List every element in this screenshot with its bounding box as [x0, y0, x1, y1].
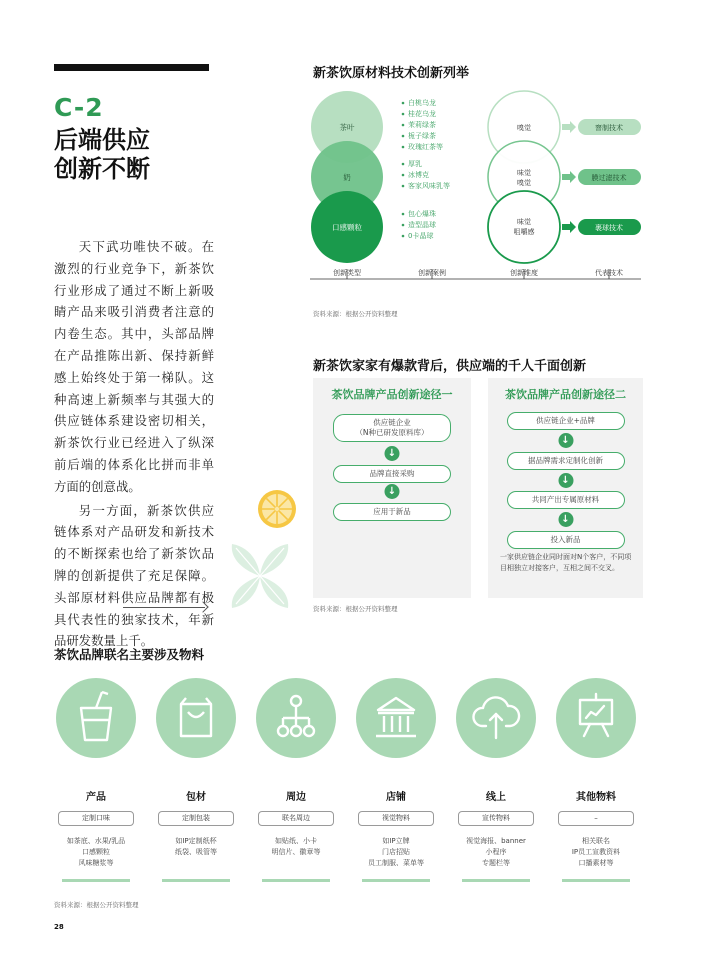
- innovation-path-2-panel: [488, 378, 643, 598]
- dimension-label: 味觉: [517, 218, 531, 226]
- category-box: 联名周边: [258, 811, 334, 826]
- axis-label: 创新案例: [418, 269, 446, 277]
- hierarchy-icon: [256, 678, 336, 758]
- paragraph-2: 另一方面，新茶饮供应链体系对产品研发和新技术的不断探索也给了新茶饮品牌的创新提供了充足保障。头部原材料供应品牌都有极具代表性的独家技术，年新品研发数量上千。: [54, 502, 214, 649]
- chart2-title: 新茶饮家家有爆款背后，供应端的千人千面创新: [313, 359, 587, 374]
- cloud-upload-icon: [456, 678, 536, 758]
- dimension-label: 嗅觉: [517, 179, 531, 187]
- down-arrow-icon: [558, 433, 573, 448]
- path2-title: 茶饮品牌产品创新途径二: [505, 388, 626, 401]
- path1-title: 茶饮品牌产品创新途径一: [331, 388, 453, 401]
- category-bar: [462, 879, 530, 882]
- case-item: 0卡晶球: [408, 232, 434, 240]
- category-circle: [356, 678, 436, 758]
- case-item: 玫瑰红茶等: [408, 143, 443, 151]
- down-arrow-icon: [385, 446, 400, 461]
- case-item: 茉莉绿茶: [408, 121, 436, 129]
- store-building-icon: [356, 678, 436, 758]
- case-item: 客家风味乳等: [408, 182, 450, 190]
- tech-label: 裹球技术: [595, 224, 623, 232]
- category-circle: [156, 678, 236, 758]
- category-box: 宣传物料: [458, 811, 534, 826]
- category-box: –: [558, 811, 634, 826]
- section-title-line2: 创新不断: [54, 155, 150, 183]
- shopping-bag-icon: [156, 678, 236, 758]
- tech-label: 膜过滤技术: [591, 174, 627, 182]
- category-desc: 相关联名 IP员工宣教资料 口播素材等: [571, 837, 621, 867]
- case-item: 包心爆珠: [408, 210, 436, 218]
- case-item: 栀子绿茶: [408, 132, 436, 140]
- category-desc: 如IP定制纸杯 纸袋、吸管等: [175, 837, 217, 856]
- section-title-line1: 后端供应: [54, 126, 150, 154]
- path2-note: 一家供应链企业同时面对N个客户，不同项目相独立对接客户，互相之间不交叉。: [500, 553, 632, 572]
- type-label-milk: 奶: [343, 173, 351, 182]
- top-rule: [54, 64, 209, 71]
- category-box: 定制口味: [58, 811, 134, 826]
- category-circle: [56, 678, 136, 758]
- category-bar: [62, 879, 130, 882]
- path2-step-2: 据品牌需求定制化创新: [507, 452, 625, 470]
- dimension-label: 味觉: [517, 169, 531, 177]
- path2-step-4: 投入新品: [507, 531, 625, 549]
- case-item: 桂花乌龙: [408, 110, 436, 118]
- lemon-slice-icon: [256, 488, 298, 530]
- innovation-path-1-panel: [313, 378, 471, 598]
- category-bar: [262, 879, 330, 882]
- category-circle: [556, 678, 636, 758]
- category-label: 周边: [286, 792, 306, 803]
- path2-step-3: 共同产出专属原材料: [507, 491, 625, 509]
- category-box: 定制包装: [158, 811, 234, 826]
- chart1-source: 资料来源：根据公开资料整理: [313, 310, 398, 318]
- category-desc: 如IP立牌 门店招贴 员工制服、菜单等: [368, 837, 424, 867]
- dimension-circle-3: [488, 191, 560, 263]
- case-item: 厚乳: [408, 160, 422, 168]
- dimension-label: 嗅觉: [517, 124, 531, 132]
- category-desc: 视觉海报、banner 小程序 专题栏等: [466, 837, 526, 867]
- section3-title: 茶饮品牌联名主要涉及物料: [54, 647, 205, 662]
- category-label: 店铺: [386, 792, 406, 803]
- category-label: 包材: [186, 792, 206, 803]
- category-desc: 如贴纸、小卡 明信片、徽章等: [271, 837, 321, 856]
- chart1-title: 新茶饮原材料技术创新列举: [313, 66, 470, 81]
- paragraph-1: 天下武功唯快不破。在激烈的行业竞争下，新茶饮行业形成了通过不断上新吸睛产品来吸引消费者注意的内卷生态。其中，头部品牌在产品推陈出新、保持新鲜感上始终处于第一梯队。这种高速上新频率与其强大的供应链体系建设密切相关，新茶饮行业已经进入了纵深前后端的体系化比拼而非单方面的创意战。: [54, 239, 214, 494]
- category-circle: [456, 678, 536, 758]
- category-bar: [562, 879, 630, 882]
- tech-label: 窨制技术: [595, 124, 623, 132]
- category-box: 视觉物料: [358, 811, 434, 826]
- chart1-diagram: [300, 86, 645, 291]
- section-title: [54, 126, 214, 184]
- page-number: 28: [54, 923, 64, 931]
- case-item: 冰博克: [408, 171, 429, 179]
- type-label-tea: 茶叶: [339, 123, 355, 132]
- case-item: 白桃乌龙: [408, 99, 436, 107]
- category-bar: [362, 879, 430, 882]
- category-label: 线上: [486, 792, 506, 803]
- presentation-board-icon: [556, 678, 636, 758]
- path2-step-1: 供应链企业+品牌: [507, 412, 625, 430]
- down-arrow-icon: [558, 512, 573, 527]
- leaf-decoration-icon: [222, 540, 298, 612]
- axis-label: 创新类型: [333, 269, 361, 277]
- axis-label: 代表技术: [595, 269, 623, 277]
- category-bar: [162, 879, 230, 882]
- path1-step-2: 品牌直接采购: [333, 465, 451, 483]
- axis-label: 创新维度: [510, 269, 538, 277]
- category-label: 其他物料: [576, 792, 616, 803]
- category-desc: 如茶底、水果/乳品 口感颗粒 风味糖浆等: [66, 837, 126, 867]
- drink-cup-icon: [56, 678, 136, 758]
- section3-source: 资料来源：根据公开资料整理: [54, 901, 139, 909]
- section-code: C-2: [54, 93, 104, 122]
- category-circle: [256, 678, 336, 758]
- dimension-label: 咀嚼感: [513, 228, 535, 236]
- down-arrow-icon: [385, 484, 400, 499]
- type-label-granule: 口感颗粒: [332, 223, 362, 232]
- path1-step-3: 应用于新品: [333, 503, 451, 521]
- body-text: [54, 236, 214, 652]
- down-arrow-icon: [558, 473, 573, 488]
- category-label: 产品: [86, 792, 106, 803]
- path1-step-1: 供应链企业 （N种已研发原料库）: [333, 414, 451, 442]
- arrow-line: [123, 607, 205, 608]
- chart2-source: 资料来源：根据公开资料整理: [313, 605, 398, 613]
- case-item: 造型晶球: [408, 221, 436, 229]
